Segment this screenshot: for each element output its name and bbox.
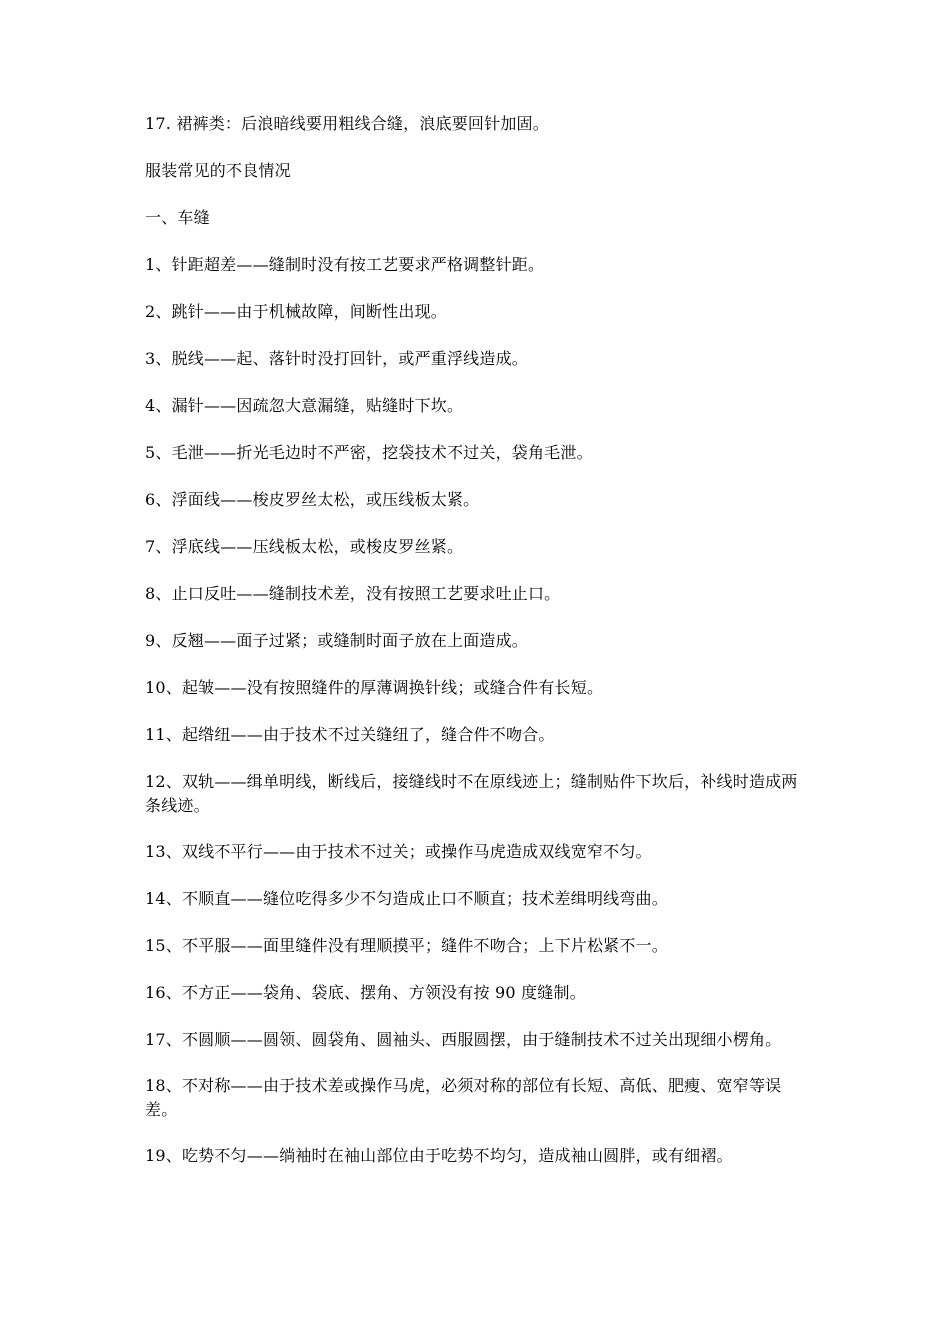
document-page [145, 112, 813, 1191]
defect-item-5: 5、毛泄——折光毛边时不严密，挖袋技术不过关，袋角毛泄。 [145, 443, 593, 462]
defect-item-2: 2、跳针——由于机械故障，间断性出现。 [145, 302, 447, 321]
subsection-heading-sewing: 一、车缝 [145, 208, 210, 227]
defect-item-9: 9、反翘——面子过紧；或缝制时面子放在上面造成。 [145, 631, 528, 650]
defect-item-11: 11、起绺纽——由于技术不过关缝纽了，缝合件不吻合。 [145, 725, 555, 744]
defect-item-19: 19、吃势不匀——绱袖时在袖山部位由于吃势不均匀，造成袖山圆胖，或有细褶。 [145, 1146, 733, 1165]
defect-item-7: 7、浮底线——压线板太松，或梭皮罗丝紧。 [145, 537, 464, 556]
defect-item-4: 4、漏针——因疏忽大意漏缝，贴缝时下坎。 [145, 396, 464, 415]
defect-item-10: 10、起皱——没有按照缝件的厚薄调换针线；或缝合件有长短。 [145, 678, 604, 697]
defect-item-8: 8、止口反吐——缝制技术差，没有按照工艺要求吐止口。 [145, 584, 561, 603]
defect-item-18: 18、不对称——由于技术差或操作马虎，必须对称的部位有长短、高低、肥瘦、宽窄等误差。 [145, 1076, 782, 1119]
defect-item-16: 16、不方正——袋角、袋底、摆角、方领没有按 90 度缝制。 [145, 983, 586, 1002]
defect-item-3: 3、脱线——起、落针时没打回针，或严重浮线造成。 [145, 349, 528, 368]
paragraph-skirt-pants: 17. 裙裤类：后浪暗线要用粗线合缝，浪底要回针加固。 [145, 114, 549, 133]
defect-item-13: 13、双线不平行——由于技术不过关；或操作马虎造成双线宽窄不匀。 [145, 842, 652, 861]
defect-item-14: 14、不顺直——缝位吃得多少不匀造成止口不顺直；技术差缉明线弯曲。 [145, 889, 668, 908]
section-heading-common-defects: 服装常见的不良情况 [145, 161, 291, 180]
defect-item-6: 6、浮面线——梭皮罗丝太松，或压线板太紧。 [145, 490, 480, 509]
defect-item-15: 15、不平服——面里缝件没有理顺摸平；缝件不吻合；上下片松紧不一。 [145, 936, 668, 955]
defect-item-17: 17、不圆顺——圆领、圆袋角、圆袖头、西服圆摆，由于缝制技术不过关出现细小楞角。 [145, 1030, 782, 1049]
defect-item-1: 1、针距超差——缝制时没有按工艺要求严格调整针距。 [145, 255, 545, 274]
defect-item-12: 12、双轨——缉单明线，断线后，接缝线时不在原线迹上；缝制贴件下坎后，补线时造成两条线迹。 [145, 772, 798, 815]
